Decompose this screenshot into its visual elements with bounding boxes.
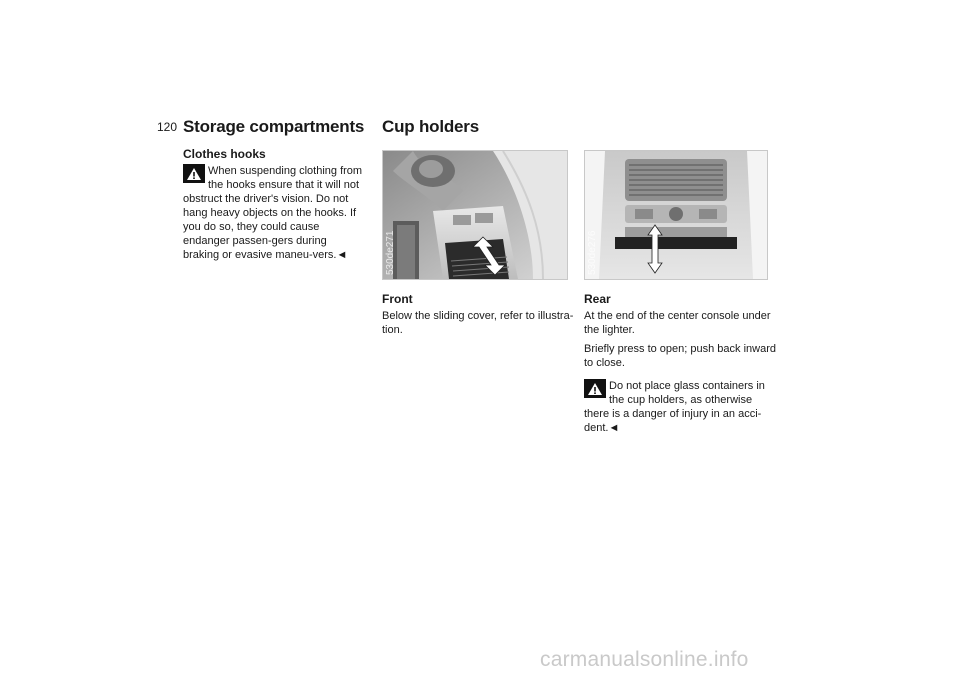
front-image-code: 530de271 xyxy=(385,230,396,275)
clothes-hooks-heading: Clothes hooks xyxy=(183,147,266,161)
rear-cup-holder-illustration xyxy=(584,150,768,280)
warning-line-1: When suspending clothing from xyxy=(208,165,363,177)
rear-section xyxy=(584,292,780,435)
rear-text-1: At the end of the center console under the lighter. xyxy=(584,310,771,336)
rear-warning-line-2: the cup holders, as otherwise xyxy=(609,394,753,406)
rear-warning xyxy=(584,379,780,435)
warning-line-2: the hooks ensure that it will not xyxy=(208,179,360,191)
clothes-hooks-warning xyxy=(183,164,363,262)
front-text: Below the sliding cover, refer to illustra-tion. xyxy=(382,310,574,336)
front-heading: Front xyxy=(382,292,413,306)
page-number: 120 xyxy=(157,120,178,134)
section-title: Storage compartments xyxy=(183,117,365,136)
warning-triangle-icon xyxy=(183,164,205,183)
clothes-hooks-section xyxy=(183,147,363,262)
front-cup-holder-illustration xyxy=(382,150,568,280)
rear-console-image xyxy=(585,151,767,279)
front-console-image xyxy=(383,151,567,279)
rear-text-2: Briefly press to open; push back inward to close. xyxy=(584,343,776,369)
warning-triangle-icon xyxy=(584,379,606,398)
rear-warning-line-1: Do not place glass containers in xyxy=(609,380,765,392)
front-section xyxy=(382,292,578,337)
rear-warning-body: there is a danger of injury in an acci-dent.◄ xyxy=(584,408,762,434)
rear-image-code: 530de276 xyxy=(587,230,598,275)
watermark: carmanualsonline.info xyxy=(540,648,749,671)
warning-body: obstruct the driver's vision. Do not hang heavy objects on the hooks. If you do so, they could cause endanger passen-gers during braking or evasive maneu-vers.◄ xyxy=(183,193,357,261)
cup-holders-title: Cup holders xyxy=(382,117,479,136)
rear-heading: Rear xyxy=(584,292,611,306)
